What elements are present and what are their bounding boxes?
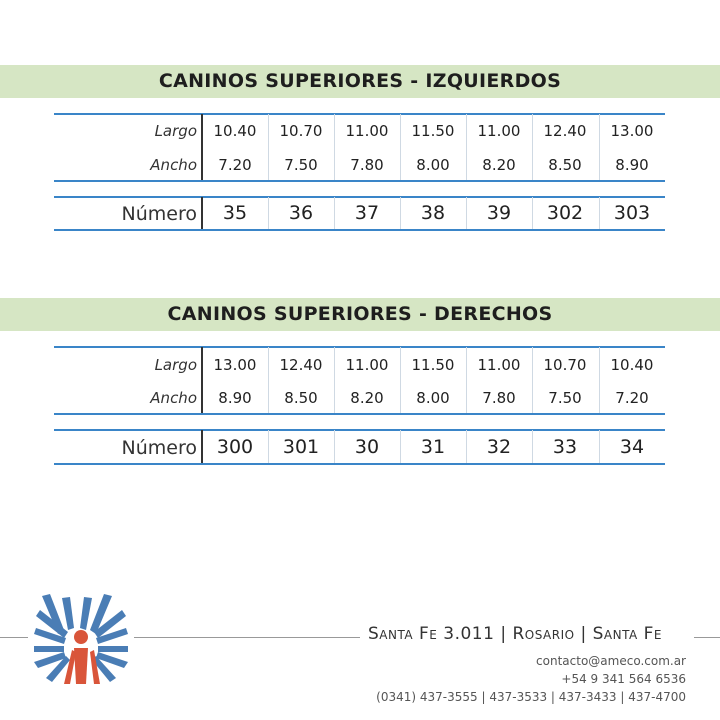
ameco-logo-icon: [34, 594, 128, 686]
number-cell: 38: [420, 202, 446, 224]
footer-address: Santa Fe 3.011 | Rosario | Santa Fe: [368, 624, 662, 644]
table-rule: [54, 346, 665, 348]
table-cell-ancho: 8.00: [416, 389, 450, 407]
footer-phone: +54 9 341 564 6536: [561, 672, 686, 686]
number-cell: 302: [546, 202, 584, 224]
footer-divider: [694, 637, 720, 638]
table-title-izquierdos: CANINOS SUPERIORES - IZQUIERDOS: [158, 70, 562, 92]
table-cell-ancho: 7.50: [548, 389, 582, 407]
table-title-derechos: CANINOS SUPERIORES - DERECHOS: [167, 303, 553, 325]
table-cell-largo: 11.00: [477, 356, 521, 374]
number-label: Número: [121, 203, 197, 225]
table-cell-largo: 13.00: [213, 356, 257, 374]
table-cell-ancho: 7.50: [284, 156, 318, 174]
table-cell-largo: 13.00: [610, 122, 654, 140]
table-cell-ancho: 8.20: [482, 156, 516, 174]
table-cell-largo: 11.50: [411, 122, 455, 140]
table-rule: [54, 463, 665, 465]
table-cell-ancho: 7.20: [615, 389, 649, 407]
table-cell-ancho: 7.80: [482, 389, 516, 407]
number-cell: 32: [486, 436, 512, 458]
table-cell-ancho: 8.20: [350, 389, 384, 407]
table-rule: [54, 429, 665, 431]
number-cell: 33: [552, 436, 578, 458]
table-cell-largo: 12.40: [279, 356, 323, 374]
table-cell-ancho: 8.90: [615, 156, 649, 174]
table-cell-largo: 11.00: [345, 122, 389, 140]
footer-divider: [0, 637, 28, 638]
footer-email: contacto@ameco.com.ar: [536, 654, 686, 668]
row-label-ancho: Ancho: [150, 156, 197, 174]
row-label-largo: Largo: [154, 122, 197, 140]
number-cell: 39: [486, 202, 512, 224]
table-cell-largo: 12.40: [543, 122, 587, 140]
table-cell-ancho: 7.20: [218, 156, 252, 174]
row-label-ancho: Ancho: [150, 389, 197, 407]
number-cell: 303: [613, 202, 651, 224]
table-cell-largo: 10.70: [279, 122, 323, 140]
table-cell-ancho: 8.90: [218, 389, 252, 407]
table-rule: [54, 113, 665, 115]
number-cell: 30: [354, 436, 380, 458]
number-cell: 35: [222, 202, 248, 224]
table-cell-largo: 10.40: [213, 122, 257, 140]
table-cell-largo: 11.50: [411, 356, 455, 374]
table-rule: [54, 413, 665, 415]
table-cell-largo: 10.40: [610, 356, 654, 374]
footer-divider: [134, 637, 360, 638]
table-cell-largo: 11.00: [477, 122, 521, 140]
table-rule: [54, 196, 665, 198]
number-cell: 301: [282, 436, 320, 458]
table-rule: [54, 229, 665, 231]
table-cell-ancho: 8.50: [284, 389, 318, 407]
number-cell: 300: [216, 436, 254, 458]
table-cell-largo: 10.70: [543, 356, 587, 374]
footer-phones: (0341) 437-3555 | 437-3533 | 437-3433 | 437-4700: [376, 690, 686, 704]
row-label-largo: Largo: [154, 356, 197, 374]
table-cell-largo: 11.00: [345, 356, 389, 374]
number-cell: 34: [619, 436, 645, 458]
number-label: Número: [121, 437, 197, 459]
number-cell: 31: [420, 436, 446, 458]
number-cell: 37: [354, 202, 380, 224]
table-cell-ancho: 8.50: [548, 156, 582, 174]
table-cell-ancho: 7.80: [350, 156, 384, 174]
table-cell-ancho: 8.00: [416, 156, 450, 174]
number-cell: 36: [288, 202, 314, 224]
table-rule: [54, 180, 665, 182]
